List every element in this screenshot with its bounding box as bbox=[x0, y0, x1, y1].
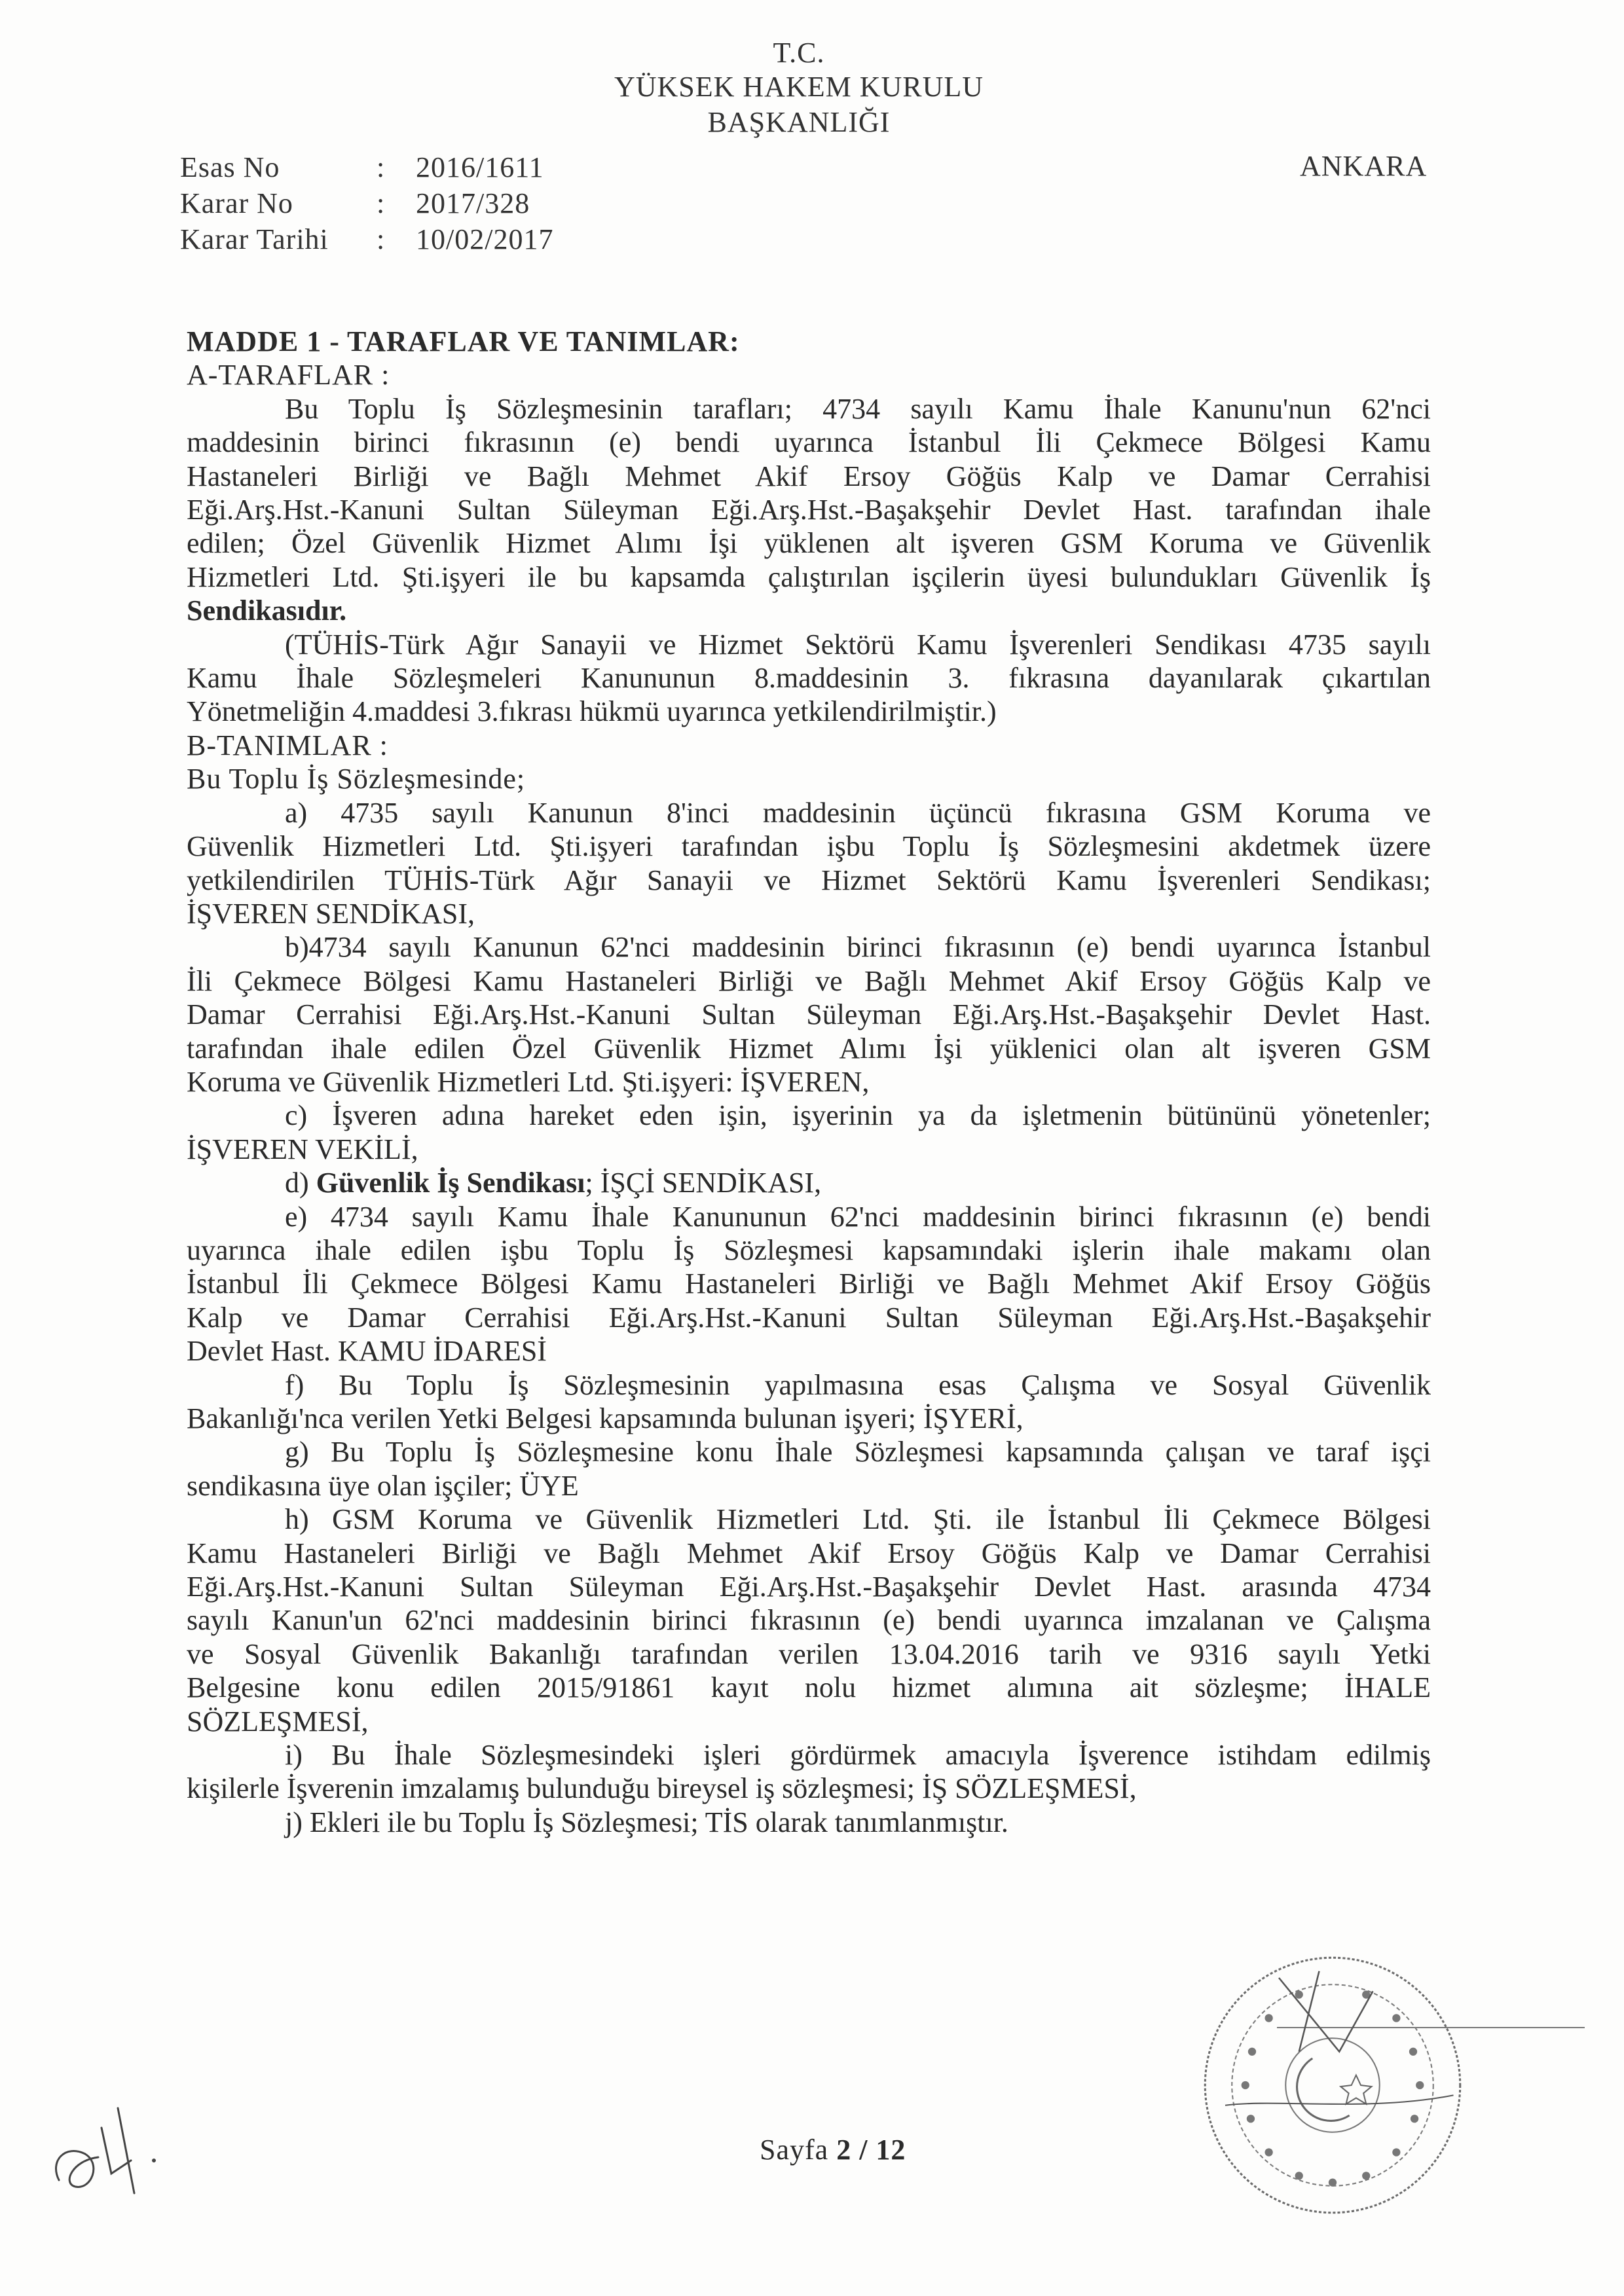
paragraph-line: Devlet Hast. KAMU İDARESİ bbox=[187, 1335, 547, 1368]
paragraph-line: kişilerle İşverenin imzalamış bulunduğu bireysel iş sözleşmesi; İŞ SÖZLEŞMESİ, bbox=[187, 1772, 1137, 1805]
esas-label: Esas No bbox=[180, 151, 280, 183]
paragraph-line: Yönetmeliğin 4.maddesi 3.fıkrası hükmü uyarınca yetkilendirilmiştir.) bbox=[187, 695, 997, 728]
article-body bbox=[187, 325, 1431, 1839]
paragraph-line: sayılı Kanun'un 62'nci maddesinin birinci fıkrasının (e) bendi uyarınca imzalanan ve Çalışma bbox=[187, 1604, 1431, 1637]
header-institution: YÜKSEK HAKEM KURULU bbox=[614, 71, 984, 103]
definition-g: g) Bu Toplu İş Sözleşmesine konu İhale Sözleşmesi kapsamında çalışan ve taraf işçi bbox=[285, 1436, 1431, 1468]
tarih-row bbox=[180, 221, 553, 257]
paragraph-line: yetkilendirilen TÜHİS-Türk Ağır Sanayii ve Hizmet Sektörü Kamu İşverenleri Sendikası; bbox=[187, 864, 1431, 896]
header-presidency: BAŞKANLIĞI bbox=[707, 106, 891, 138]
paragraph-line: Eği.Arş.Hst.-Kanuni Sultan Süleyman Eği.Arş.Hst.-Başakşehir Devlet Hast. tarafından ihale bbox=[187, 494, 1431, 526]
paragraph-line: Bu Toplu İş Sözleşmesinin tarafları; 4734 sayılı Kamu İhale Kanunu'nun 62'nci bbox=[285, 392, 1431, 425]
paragraph-line: Hastaneleri Birliği ve Bağlı Mehmet Akif Ersoy Göğüs Kalp ve Damar Cerrahisi bbox=[187, 460, 1431, 492]
definition-h: h) GSM Koruma ve Güvenlik Hizmetleri Ltd. Şti. ile İstanbul İli Çekmece Bölgesi bbox=[285, 1503, 1431, 1536]
paragraph-line: Eği.Arş.Hst.-Kanuni Sultan Süleyman Eği.Arş.Hst.-Başakşehir Devlet Hast. arasında 4734 bbox=[187, 1571, 1431, 1603]
definitions-intro: Bu Toplu İş Sözleşmesinde; bbox=[187, 763, 526, 795]
paragraph-line: maddesinin birinci fıkrasının (e) bendi uyarınca İstanbul İli Çekmece Bölgesi Kamu bbox=[187, 426, 1431, 459]
official-seal-stamp bbox=[1198, 1951, 1467, 2219]
page-number: 2 / 12 bbox=[836, 2134, 906, 2166]
definition-c: c) İşveren adına hareket eden işin, işyerinin ya da işletmenin bütününü yönetenler; bbox=[285, 1099, 1431, 1132]
paragraph-line: Bakanlığı'nca verilen Yetki Belgesi kapsamında bulunan işyeri; İŞYERİ, bbox=[187, 1402, 1024, 1434]
colon: : bbox=[377, 223, 385, 255]
paragraph-line: Kamu Hastaneleri Birliği ve Bağlı Mehmet Akif Ersoy Göğüs Kalp ve Damar Cerrahisi bbox=[187, 1537, 1431, 1569]
case-meta bbox=[180, 149, 553, 257]
karar-row bbox=[180, 185, 553, 221]
paragraph-line: İŞVEREN SENDİKASI, bbox=[187, 897, 475, 930]
paragraph-line: İli Çekmece Bölgesi Kamu Hastaneleri Birliği ve Bağlı Mehmet Akif Ersoy Göğüs Kalp ve bbox=[187, 964, 1431, 997]
definition-b: b)4734 sayılı Kanunun 62'nci maddesinin birinci fıkrasının (e) bendi uyarınca İstanbul bbox=[285, 931, 1431, 964]
tarih-label: Karar Tarihi bbox=[180, 223, 329, 255]
esas-value: 2016/1611 bbox=[416, 151, 544, 183]
definition-a: a) 4735 sayılı Kanunun 8'inci maddesinin üçüncü fıkrasına GSM Koruma ve bbox=[285, 796, 1431, 829]
paragraph-line: Kamu İhale Sözleşmeleri Kanununun 8.maddesinin 3. fıkrasına dayanılarak çıkartılan bbox=[187, 662, 1431, 695]
paragraph-line: Kalp ve Damar Cerrahisi Eği.Arş.Hst.-Kanuni Sultan Süleyman Eği.Arş.Hst.-Başakşehir bbox=[187, 1301, 1431, 1334]
karar-value: 2017/328 bbox=[416, 187, 530, 219]
definition-e: e) 4734 sayılı Kamu İhale Kanununun 62'nci maddesinin birinci fıkrasının (e) bendi bbox=[285, 1200, 1431, 1233]
page-footer bbox=[760, 2133, 906, 2166]
colon: : bbox=[377, 151, 385, 183]
paragraph-line: sendikasına üye olan işçiler; ÜYE bbox=[187, 1469, 579, 1502]
handwritten-initials bbox=[39, 2082, 170, 2213]
definition-i: i) Bu İhale Sözleşmesindeki işleri gördürmek amacıyla İşverence istihdam edilmiş bbox=[285, 1739, 1431, 1772]
paragraph-line: Hizmetleri Ltd. Şti.işyeri ile bu kapsamda çalıştırılan işçilerin üyesi bulundukları Güvenlik İş bbox=[187, 560, 1431, 593]
paragraph-line: ve Sosyal Güvenlik Bakanlığı tarafından verilen 13.04.2016 tarih ve 9316 sayılı Yetki bbox=[187, 1637, 1431, 1670]
paragraph-line: Belgesine konu edilen 2015/91861 kayıt nolu hizmet alımına ait sözleşme; İHALE bbox=[187, 1671, 1431, 1704]
city: ANKARA bbox=[1300, 150, 1428, 182]
karar-label: Karar No bbox=[180, 187, 293, 219]
section-b-title: B-TANIMLAR : bbox=[187, 729, 388, 761]
paragraph-line: Güvenlik Hizmetleri Ltd. Şti.işyeri tarafından işbu Toplu İş Sözleşmesini akdetmek üzere bbox=[187, 830, 1431, 863]
paragraph-line: Koruma ve Güvenlik Hizmetleri Ltd. Şti.işyeri: İŞVEREN, bbox=[187, 1065, 870, 1098]
esas-row bbox=[180, 149, 553, 185]
article-heading: MADDE 1 - TARAFLAR VE TANIMLAR: bbox=[187, 325, 740, 357]
paragraph-line: İŞVEREN VEKİLİ, bbox=[187, 1133, 418, 1165]
definition-f: f) Bu Toplu İş Sözleşmesinin yapılmasına esas Çalışma ve Sosyal Güvenlik bbox=[285, 1368, 1431, 1401]
header-tc: T.C. bbox=[773, 37, 825, 69]
paragraph-line: (TÜHİS-Türk Ağır Sanayii ve Hizmet Sektörü Kamu İşverenleri Sendikası 4735 sayılı bbox=[285, 628, 1431, 661]
section-a-title: A-TARAFLAR : bbox=[187, 359, 390, 392]
paragraph-line: İstanbul İli Çekmece Bölgesi Kamu Hastaneleri Birliği ve Bağlı Mehmet Akif Ersoy Göğüs bbox=[187, 1267, 1431, 1300]
definition-j: j) Ekleri ile bu Toplu İş Sözleşmesi; TİS olarak tanımlanmıştır. bbox=[285, 1806, 1008, 1838]
paragraph-line: edilen; Özel Güvenlik Hizmet Alımı İşi yüklenen alt işveren GSM Koruma ve Güvenlik bbox=[187, 527, 1431, 560]
paragraph-line: SÖZLEŞMESİ, bbox=[187, 1705, 369, 1738]
paragraph-line: uyarınca ihale edilen işbu Toplu İş Sözleşmesi kapsamındaki işlerin ihale makamı olan bbox=[187, 1233, 1431, 1266]
tarih-value: 10/02/2017 bbox=[416, 223, 554, 255]
paragraph-line: Damar Cerrahisi Eği.Arş.Hst.-Kanuni Sultan Süleyman Eği.Arş.Hst.-Başakşehir Devlet Hast. bbox=[187, 998, 1431, 1031]
colon: : bbox=[377, 187, 385, 219]
paragraph-line: tarafından ihale edilen Özel Güvenlik Hizmet Alımı İşi yüklenici olan alt işveren GSM bbox=[187, 1032, 1431, 1065]
page-label: Sayfa bbox=[760, 2134, 837, 2166]
definition-d: d) Güvenlik İş Sendikası; İŞÇİ SENDİKASI, bbox=[285, 1167, 822, 1199]
paragraph-line: Sendikasıdır. bbox=[187, 594, 347, 627]
